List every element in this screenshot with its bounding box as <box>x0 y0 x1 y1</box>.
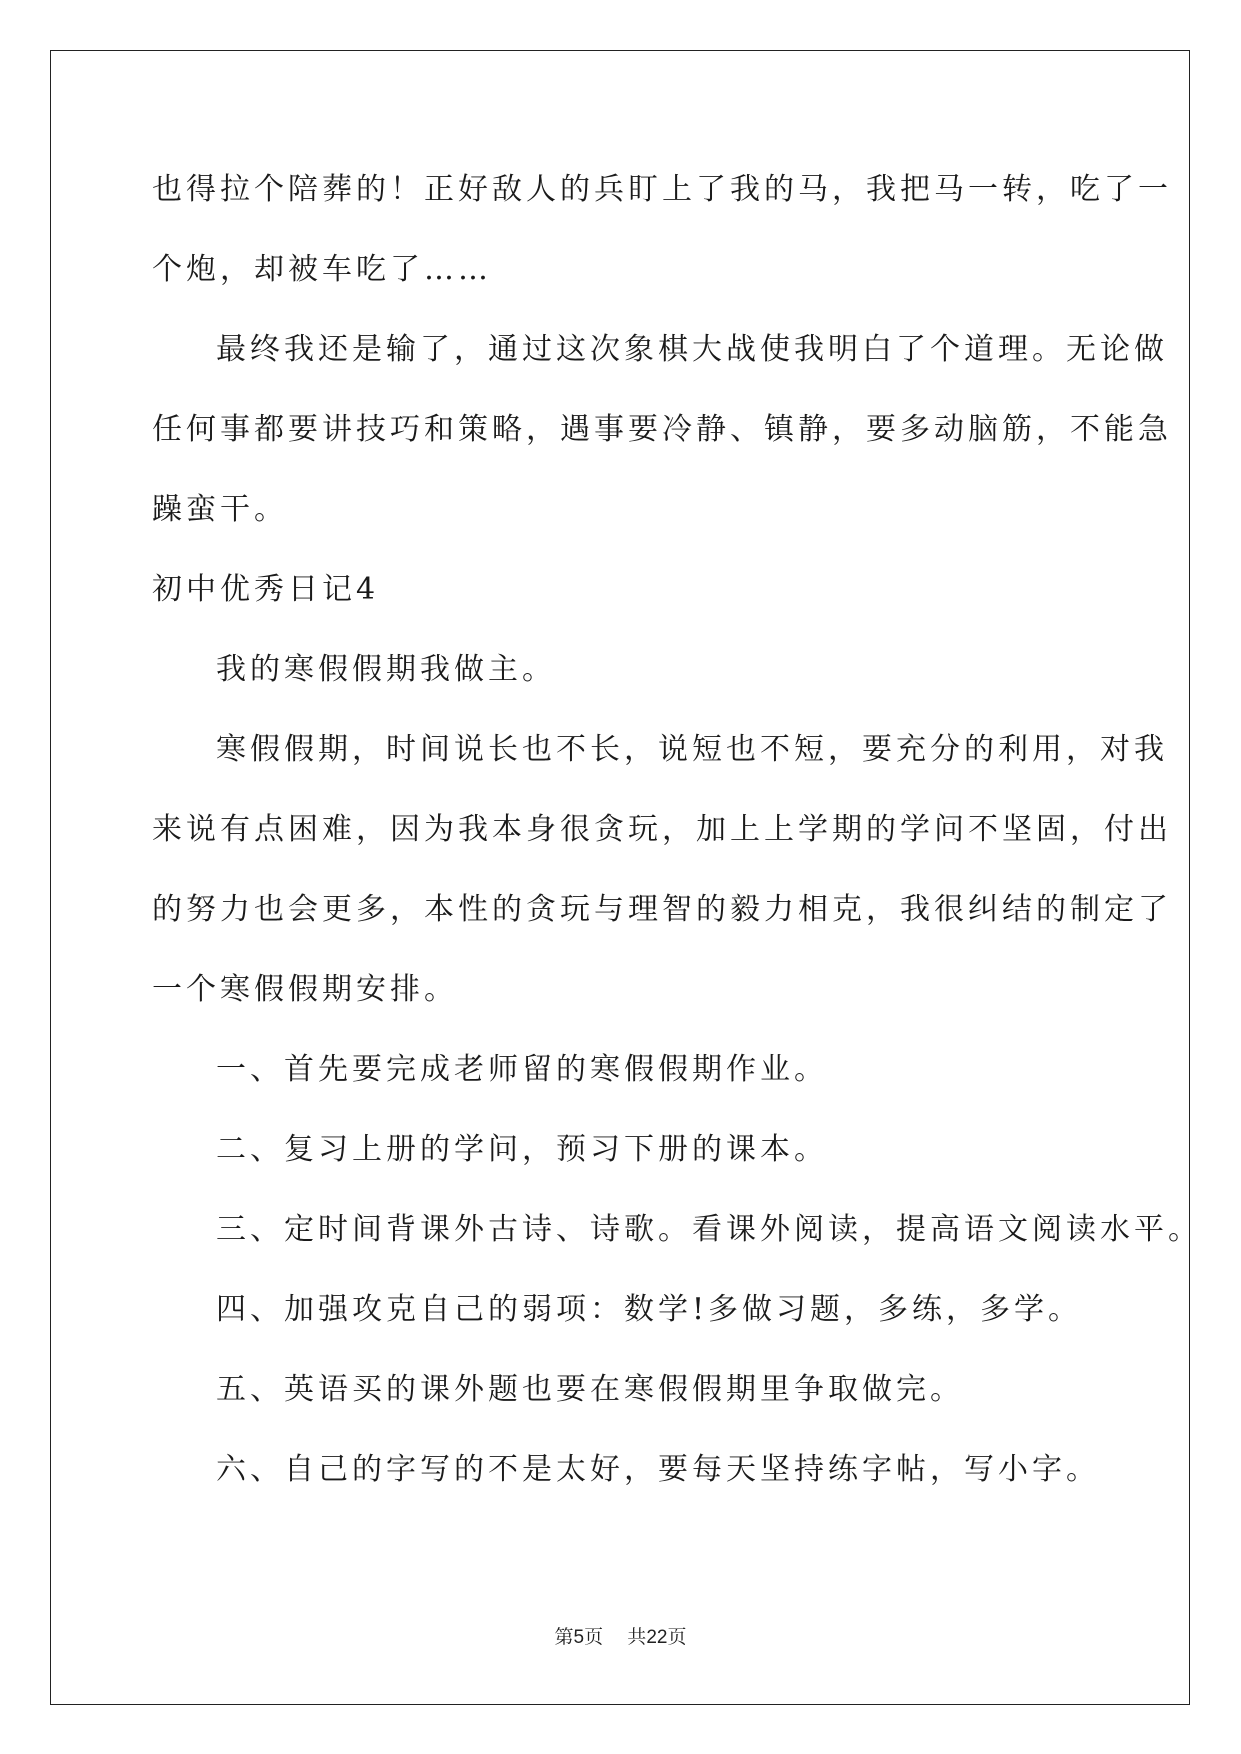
page-label-prefix: 第 <box>554 1626 574 1648</box>
paragraph-line: 的努力也会更多，本性的贪玩与理智的毅力相克，我很纠结的制定了 <box>152 892 1172 927</box>
paragraph-line: 个炮，却被车吃了…… <box>152 252 492 287</box>
list-item: 二、复习上册的学问，预习下册的课本。 <box>216 1132 828 1167</box>
total-label-prefix: 共 <box>627 1626 647 1648</box>
paragraph-line: 也得拉个陪葬的！正好敌人的兵盯上了我的马，我把马一转，吃了一 <box>152 172 1172 207</box>
page-number: 5 <box>573 1627 585 1648</box>
list-item: 三、定时间背课外古诗、诗歌。看课外阅读，提高语文阅读水平。 <box>216 1212 1202 1247</box>
paragraph-line: 一个寒假假期安排。 <box>152 972 458 1007</box>
list-item: 六、自己的字写的不是太好，要每天坚持练字帖，写小字。 <box>216 1452 1100 1487</box>
total-pages: 22 <box>646 1627 668 1648</box>
paragraph-line: 来说有点困难，因为我本身很贪玩，加上上学期的学问不坚固，付出 <box>152 812 1172 847</box>
paragraph-line: 躁蛮干。 <box>152 492 288 527</box>
list-item: 一、首先要完成老师留的寒假假期作业。 <box>216 1052 828 1087</box>
paragraph-line: 寒假假期，时间说长也不长，说短也不短，要充分的利用，对我 <box>216 732 1168 767</box>
list-item: 四、加强攻克自己的弱项：数学!多做习题，多练，多学。 <box>216 1292 1083 1327</box>
page-footer <box>0 1622 1241 1649</box>
paragraph-line: 最终我还是输了，通过这次象棋大战使我明白了个道理。无论做 <box>216 332 1168 367</box>
paragraph-line: 我的寒假假期我做主。 <box>216 652 556 687</box>
list-item: 五、英语买的课外题也要在寒假假期里争取做完。 <box>216 1372 964 1407</box>
document-body <box>152 150 1202 1510</box>
total-label-suffix: 页 <box>667 1626 687 1648</box>
paragraph-line: 任何事都要讲技巧和策略，遇事要冷静、镇静，要多动脑筋，不能急 <box>152 412 1172 447</box>
section-heading: 初中优秀日记4 <box>152 572 380 607</box>
page-label-suffix: 页 <box>584 1626 604 1648</box>
